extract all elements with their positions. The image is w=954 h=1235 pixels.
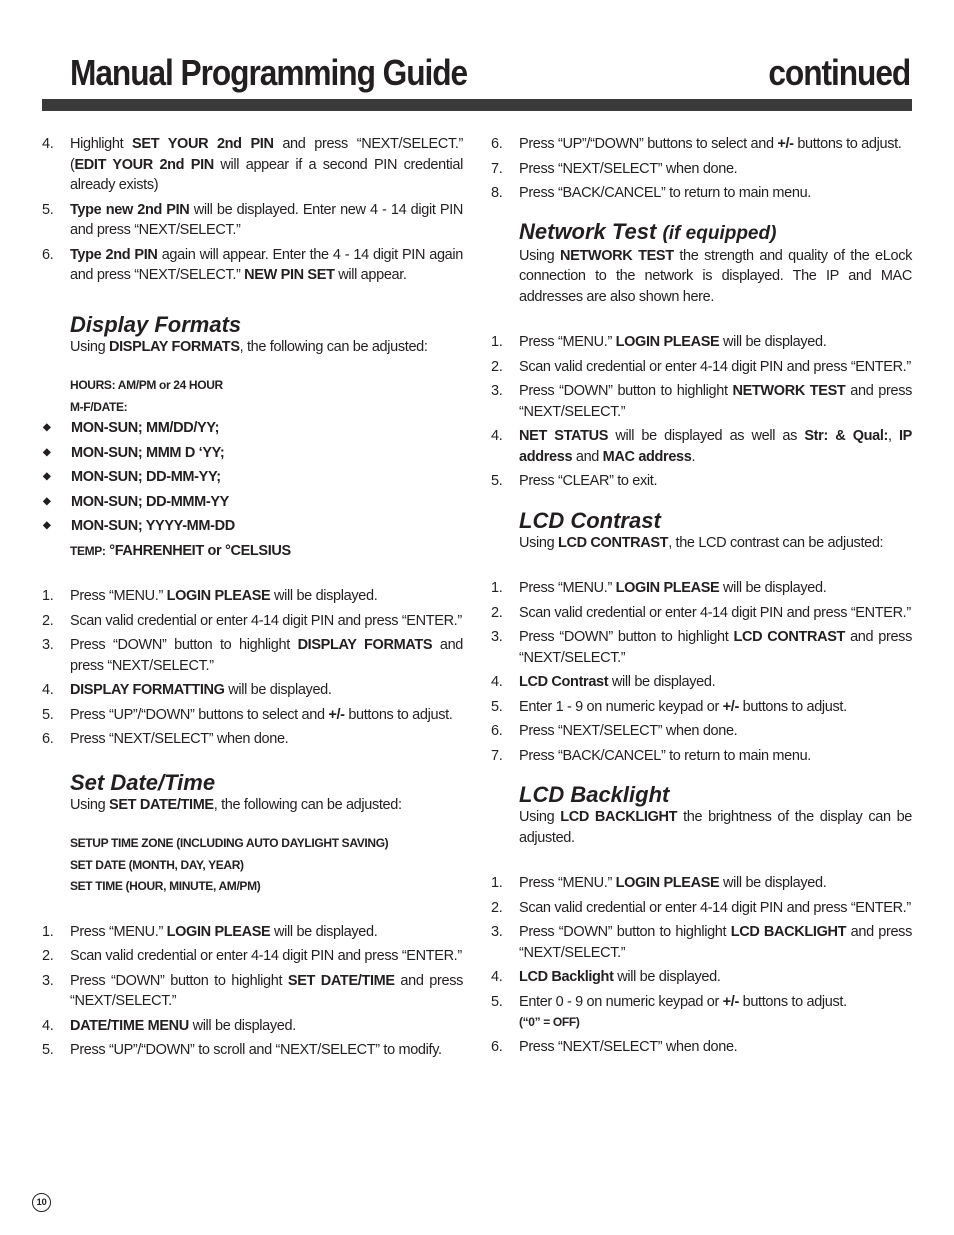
list-item-number: 3. — [491, 383, 503, 399]
list-item-text: Highlight SET YOUR 2nd PIN and press “NEXT/SELECT.” (EDIT YOUR 2nd PIN will appear if a second PIN credential already exists) — [70, 136, 464, 193]
list-item-text: Press “MENU.” LOGIN PLEASE will be displayed. — [70, 923, 378, 940]
list-item-text: Scan valid credential or enter 4-14 digit PIN and press “ENTER.” — [519, 604, 911, 621]
list-item-text: Press “NEXT/SELECT” when done. — [519, 723, 738, 739]
bullet-text: MON-SUN; DD-MMM-YY — [71, 493, 230, 510]
list-item-number: 4. — [491, 969, 503, 985]
list-item — [491, 672, 912, 693]
list-item-text: DISPLAY FORMATTING will be displayed. — [70, 682, 332, 698]
list-item-number: 1. — [42, 923, 54, 940]
bullet-item — [42, 516, 463, 537]
set-date-time-heading: Set Date/Time — [70, 769, 216, 795]
list-item-text: Press “DOWN” button to highlight LCD CONTRAST and press “NEXT/SELECT.” — [519, 629, 912, 666]
list-item-text: Scan valid credential or enter 4-14 digit PIN and press “ENTER.” — [519, 358, 911, 375]
list-item — [42, 971, 463, 1012]
lcd-contrast-steps — [491, 578, 912, 766]
list-item — [491, 471, 912, 492]
list-item — [42, 635, 463, 676]
list-item-number: 1. — [42, 588, 54, 604]
list-item-number: 3. — [42, 972, 54, 989]
list-item-text: Type 2nd PIN again will appear. Enter the 4 - 14 digit PIN again and press “NEXT/SELECT.” NEW PIN SET will appear. — [70, 246, 463, 283]
list-item — [491, 992, 912, 1033]
list-item-number: 7. — [491, 160, 503, 177]
list-item-number: 5. — [491, 473, 503, 489]
list-item-text: Press “UP”/“DOWN” to scroll and “NEXT/SELECT” to modify. — [70, 1042, 442, 1058]
list-item — [42, 946, 463, 967]
list-item-text: Press “DOWN” button to highlight NETWORK TEST and press “NEXT/SELECT.” — [519, 383, 912, 420]
set-date-time-steps — [42, 922, 463, 1061]
diamond-bullet-icon: ◆ — [43, 422, 51, 433]
list-item-number: 3. — [491, 629, 503, 645]
lcd-backlight-heading: LCD Backlight — [519, 782, 670, 807]
list-item-text: Type new 2nd PIN will be displayed. Enter new 4 - 14 digit PIN and press “NEXT/SELECT.” — [70, 201, 463, 238]
list-item — [42, 705, 463, 726]
list-item-number: 5. — [491, 698, 503, 715]
lcd-contrast-heading: LCD Contrast — [519, 507, 661, 533]
display-formats-heading: Display Formats — [70, 311, 242, 337]
lcd-backlight-intro: Using LCD BACKLIGHT the brightness of the display can be adjusted. — [519, 809, 913, 846]
list-item — [491, 697, 912, 718]
list-item — [491, 898, 912, 919]
left-column — [42, 134, 463, 1065]
list-item — [491, 967, 912, 988]
hours-option: HOURS: AM/PM or 24 HOUR — [70, 378, 223, 392]
list-item-text: Scan valid credential or enter 4-14 digit PIN and press “ENTER.” — [70, 612, 462, 629]
list-item-note: (“0” = OFF) — [519, 1015, 580, 1029]
list-item-number: 6. — [42, 731, 54, 747]
list-item — [42, 680, 463, 701]
list-item-text: LCD Contrast will be displayed. — [519, 674, 716, 690]
list-item-number: 3. — [491, 924, 503, 940]
diamond-bullet-icon: ◆ — [43, 446, 51, 458]
list-item-text: Press “BACK/CANCEL” to return to main menu. — [519, 185, 811, 201]
page-title: Manual Programming Guide — [70, 52, 468, 93]
network-test-steps — [491, 332, 912, 492]
page-header — [70, 52, 910, 98]
list-item-text: Press “DOWN” button to highlight LCD BACKLIGHT and press “NEXT/SELECT.” — [519, 924, 912, 961]
list-item — [491, 746, 912, 767]
network-test-title: Network Test — [519, 218, 657, 244]
list-item-number: 6. — [491, 723, 503, 739]
list-item-text: Press “NEXT/SELECT” when done. — [70, 731, 289, 747]
list-item-text: Press “BACK/CANCEL” to return to main menu. — [519, 747, 811, 764]
list-item-number: 2. — [42, 948, 54, 964]
list-item-text: Press “UP”/“DOWN” buttons to select and +/- buttons to adjust. — [70, 706, 453, 723]
bullet-text: MON-SUN; MMM D ‘YY; — [71, 444, 225, 461]
pin-steps-list — [42, 134, 463, 286]
list-item-text: Press “MENU.” LOGIN PLEASE will be displayed. — [519, 875, 827, 891]
list-item — [42, 611, 463, 632]
list-item — [491, 1037, 912, 1058]
list-item — [42, 586, 463, 607]
list-item — [491, 873, 912, 894]
network-test-suffix: (if equipped) — [662, 222, 777, 244]
temp-option — [70, 541, 463, 562]
diamond-bullet-icon: ◆ — [43, 520, 51, 531]
list-item-text: Press “DOWN” button to highlight SET DATE/TIME and press “NEXT/SELECT.” — [70, 972, 463, 1009]
list-item — [491, 159, 912, 180]
bullet-item — [42, 467, 463, 488]
list-item-number: 6. — [42, 246, 54, 263]
list-item-text: Press “MENU.” LOGIN PLEASE will be displayed. — [519, 580, 827, 596]
list-item-text: Press “MENU.” LOGIN PLEASE will be displayed. — [70, 588, 378, 604]
diamond-bullet-icon: ◆ — [43, 495, 51, 507]
header-rule — [42, 99, 912, 111]
list-item — [491, 357, 912, 378]
list-item-text: NET STATUS will be displayed as well as Str: & Qual:, IP address and MAC address. — [519, 428, 912, 465]
list-item-text: LCD Backlight will be displayed. — [519, 969, 721, 985]
mf-date-option: M-F/DATE: — [70, 399, 128, 414]
list-item-number: 4. — [42, 136, 54, 152]
temp-label: TEMP: — [70, 543, 106, 558]
list-item — [491, 922, 912, 963]
list-item-number: 5. — [42, 706, 54, 723]
list-item-number: 6. — [491, 136, 503, 152]
list-item — [491, 603, 912, 624]
list-item — [42, 1040, 463, 1061]
network-test-heading — [519, 220, 912, 246]
list-item-number: 1. — [491, 875, 503, 891]
list-item-number: 5. — [491, 993, 503, 1010]
list-item-number: 4. — [42, 1017, 54, 1034]
list-item — [42, 922, 463, 943]
date-format-bullets — [42, 418, 463, 537]
list-item-number: 8. — [491, 185, 503, 201]
list-item-number: 2. — [42, 612, 54, 629]
list-item — [42, 245, 463, 286]
list-item — [491, 183, 912, 204]
network-test-intro: Using NETWORK TEST the strength and quality of the eLock connection to the network is displayed. The IP and MAC addresses are also shown here. — [519, 247, 913, 305]
list-item-text: DATE/TIME MENU will be displayed. — [70, 1017, 296, 1034]
set-date-time-option: SET TIME (HOUR, MINUTE, AM/PM) — [70, 879, 261, 893]
list-item-text: Press “UP”/“DOWN” buttons to select and +/- buttons to adjust. — [519, 136, 902, 152]
set-date-time-option: SET DATE (MONTH, DAY, YEAR) — [70, 857, 244, 872]
list-item-number: 2. — [491, 604, 503, 621]
list-item-number: 7. — [491, 747, 503, 764]
list-item — [491, 721, 912, 742]
list-item-text: Scan valid credential or enter 4-14 digit PIN and press “ENTER.” — [519, 899, 911, 916]
bullet-item — [42, 492, 463, 513]
list-item-number: 5. — [42, 201, 54, 218]
set-date-time-option: SETUP TIME ZONE (INCLUDING AUTO DAYLIGHT SAVING) — [70, 836, 389, 850]
list-item-text: Press “DOWN” button to highlight DISPLAY FORMATS and press “NEXT/SELECT.” — [70, 637, 463, 674]
continued-label: continued — [768, 52, 910, 93]
bullet-item — [42, 443, 463, 464]
temp-value: °FAHRENHEIT or °CELSIUS — [109, 542, 291, 559]
set-date-time-intro: Using SET DATE/TIME, the following can be adjusted: — [70, 796, 402, 813]
lcd-contrast-intro: Using LCD CONTRAST, the LCD contrast can be adjusted: — [519, 534, 884, 551]
bullet-item — [42, 418, 463, 439]
list-item — [42, 134, 463, 196]
list-item — [491, 627, 912, 668]
list-item-number: 1. — [491, 580, 503, 596]
right-column — [491, 134, 912, 1061]
list-item-number: 2. — [491, 899, 503, 916]
list-item-number: 4. — [491, 428, 503, 444]
display-formats-intro: Using DISPLAY FORMATS, the following can be adjusted: — [70, 338, 428, 355]
lcd-backlight-steps — [491, 873, 912, 1057]
list-item — [491, 381, 912, 422]
list-item-number: 4. — [491, 674, 503, 690]
list-item-text: Enter 0 - 9 on numeric keypad or +/- buttons to adjust. (“0” = OFF) — [519, 992, 912, 1033]
list-item-text: Enter 1 - 9 on numeric keypad or +/- buttons to adjust. — [519, 698, 847, 715]
list-item-number: 1. — [491, 334, 503, 350]
bullet-text: MON-SUN; MM/DD/YY; — [71, 420, 220, 436]
list-item — [42, 200, 463, 241]
list-item-text: Press “MENU.” LOGIN PLEASE will be displayed. — [519, 334, 827, 350]
list-item-number: 3. — [42, 637, 54, 653]
bullet-text: MON-SUN; DD-MM-YY; — [71, 469, 221, 485]
list-item-text: Press “NEXT/SELECT” when done. — [519, 1038, 738, 1055]
list-item — [491, 332, 912, 353]
list-item-text: Press “NEXT/SELECT” when done. — [519, 160, 738, 177]
continued-steps-list — [491, 134, 912, 204]
list-item — [42, 729, 463, 750]
list-item-text: Scan valid credential or enter 4-14 digit PIN and press “ENTER.” — [70, 948, 462, 964]
display-formats-steps — [42, 586, 463, 750]
list-item-text: Press “CLEAR” to exit. — [519, 473, 658, 489]
list-item — [491, 578, 912, 599]
list-item-number: 6. — [491, 1038, 503, 1055]
list-item — [491, 426, 912, 467]
diamond-bullet-icon: ◆ — [43, 471, 51, 482]
list-item — [491, 134, 912, 155]
list-item-number: 2. — [491, 358, 503, 375]
list-item-number: 5. — [42, 1042, 54, 1058]
list-item — [42, 1016, 463, 1037]
list-item-number: 4. — [42, 682, 54, 698]
page-number: 10 — [32, 1193, 51, 1212]
bullet-text: MON-SUN; YYYY-MM-DD — [71, 518, 235, 534]
